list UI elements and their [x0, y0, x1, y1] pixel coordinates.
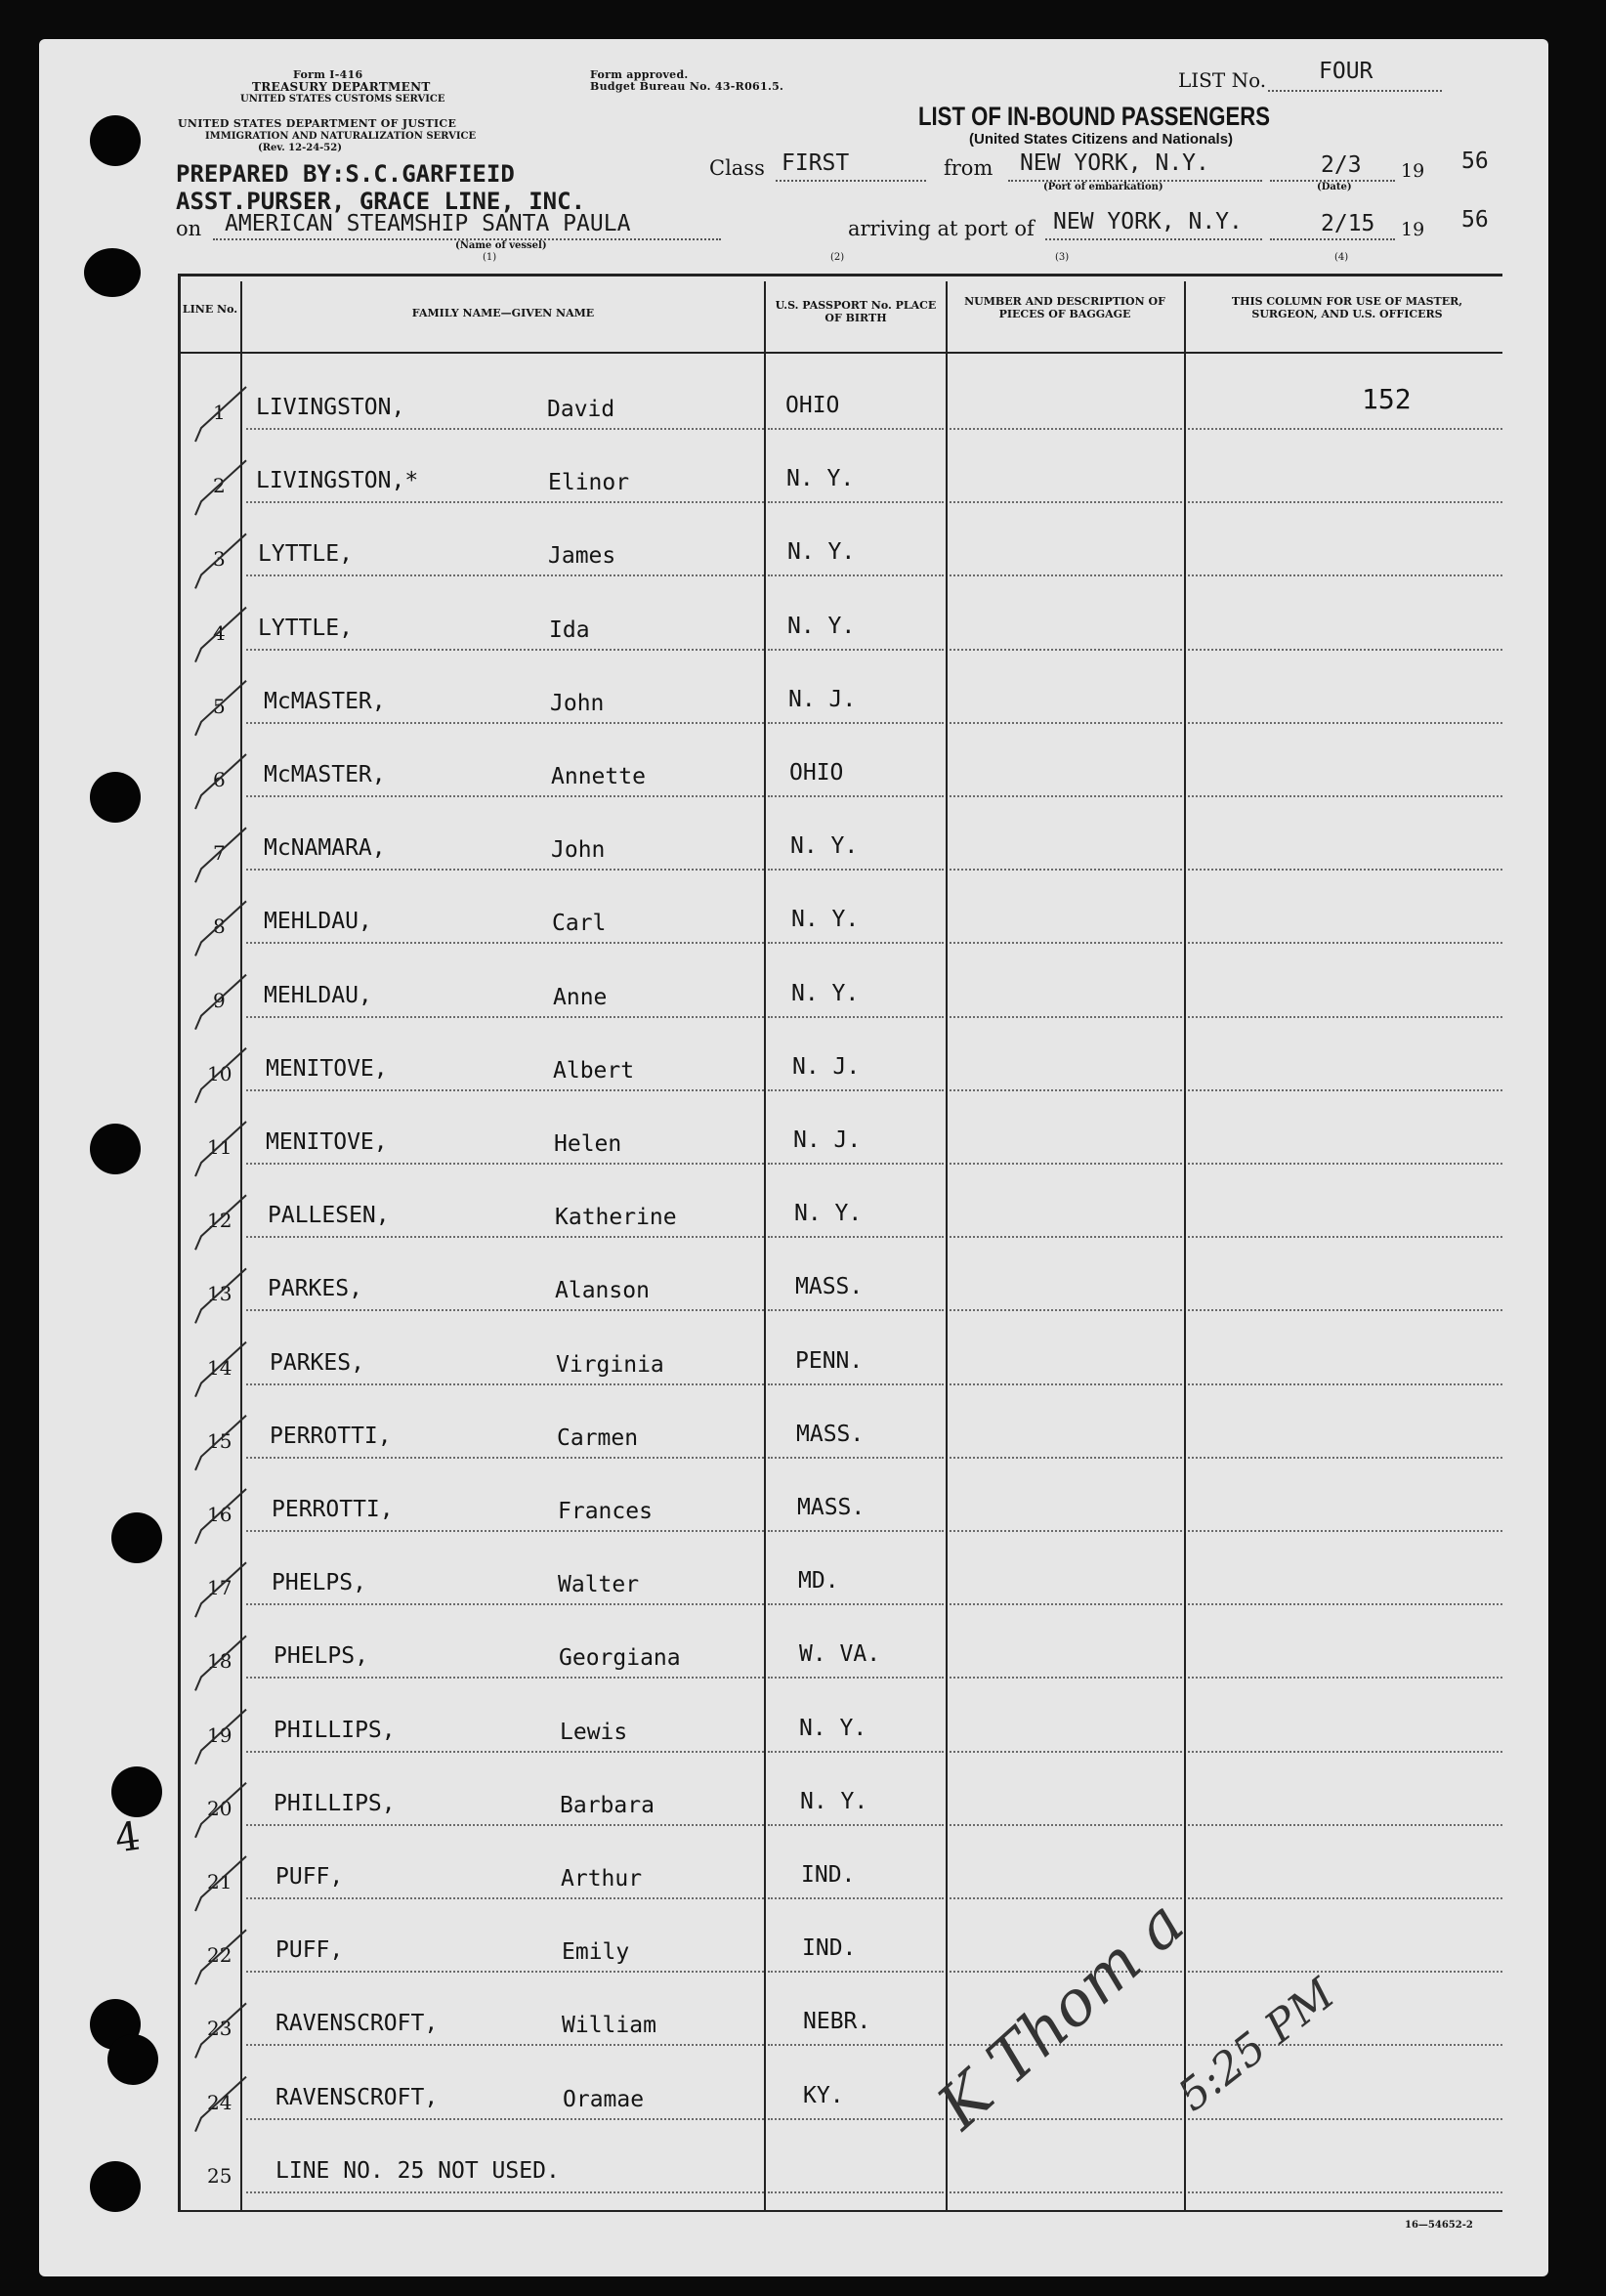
- line-number: 19: [207, 1722, 232, 1747]
- line-number: 8: [213, 914, 226, 939]
- prepared-by: PREPARED BY:S.C.GARFIEID: [176, 160, 515, 188]
- table-row: [0, 673, 1509, 722]
- place-of-birth: IND.: [802, 1935, 857, 1962]
- line-number: 11: [207, 1135, 232, 1159]
- table-row: [0, 1408, 1509, 1457]
- given-name: Georgiana: [559, 1645, 681, 1672]
- given-name: James: [548, 543, 616, 570]
- line-number: 23: [207, 2017, 232, 2041]
- class-label: Class: [709, 156, 765, 180]
- on-label: on: [176, 217, 202, 240]
- line-number: 21: [207, 1870, 232, 1893]
- line-number: 6: [213, 768, 226, 791]
- given-name: Annette: [551, 764, 646, 789]
- table-row: [0, 1554, 1509, 1603]
- given-name: Carl: [552, 911, 607, 937]
- table-row: [0, 526, 1509, 574]
- revision: (Rev. 12-24-52): [258, 143, 342, 153]
- place-of-birth: IND.: [801, 1862, 856, 1888]
- class-value: FIRST: [782, 150, 850, 176]
- place-of-birth: N. Y.: [799, 1715, 867, 1741]
- given-name: Katherine: [555, 1205, 677, 1231]
- dept-justice: UNITED STATES DEPARTMENT OF JUSTICE: [178, 117, 457, 130]
- table-row: [0, 2143, 1509, 2191]
- table-row: [0, 1260, 1509, 1309]
- line-number: 17: [207, 1576, 232, 1600]
- table-row: [0, 893, 1509, 942]
- family-name: McMASTER,: [264, 688, 386, 714]
- punch-hole: [84, 248, 141, 297]
- family-name: McMASTER,: [264, 762, 386, 787]
- officer-note: 152: [1362, 383, 1412, 415]
- page-title: LIST OF IN-BOUND PASSENGERS: [918, 102, 1271, 131]
- table-row: [0, 820, 1509, 869]
- vessel-caption: (Name of vessel): [455, 240, 547, 251]
- table-row: [0, 1335, 1509, 1383]
- family-name: PHELPS,: [272, 1570, 366, 1596]
- table-row: [0, 1702, 1509, 1751]
- list-no-value: FOUR: [1319, 59, 1374, 84]
- from-port: NEW YORK, N.Y.: [1020, 150, 1209, 176]
- line-number: 12: [207, 1209, 232, 1233]
- table-row: [0, 1775, 1509, 1824]
- arriving-label: arriving at port of: [848, 217, 1035, 240]
- margin-mark: 4: [111, 1813, 144, 1862]
- line-number: 24: [207, 2090, 232, 2114]
- form-approved: Form approved.: [590, 68, 689, 81]
- dept-customs: UNITED STATES CUSTOMS SERVICE: [240, 94, 445, 105]
- table-row: [0, 1481, 1509, 1530]
- line-number: 5: [213, 694, 226, 718]
- given-name: William: [562, 2013, 656, 2039]
- line-number: 9: [213, 988, 226, 1012]
- place-of-birth: KY.: [803, 2082, 844, 2108]
- col-name: FAMILY NAME—GIVEN NAME: [411, 307, 595, 319]
- line-number: 25: [207, 2163, 232, 2188]
- place-of-birth: N. Y.: [786, 466, 855, 492]
- given-name: Helen: [554, 1131, 622, 1157]
- place-of-birth: N. Y.: [790, 833, 859, 860]
- line-number: 22: [207, 1943, 232, 1968]
- family-name: LINE NO. 25 NOT USED.: [275, 2157, 560, 2184]
- given-name: Arthur: [561, 1866, 643, 1892]
- place-of-birth: MASS.: [796, 1421, 865, 1447]
- given-name: Oramae: [563, 2086, 645, 2112]
- place-of-birth: W. VA.: [799, 1641, 881, 1668]
- family-name: MEHLDAU,: [264, 982, 372, 1008]
- arrival-port: NEW YORK, N.Y.: [1053, 209, 1243, 234]
- place-of-birth: MASS.: [795, 1274, 864, 1300]
- family-name: LYTTLE,: [258, 615, 353, 641]
- given-name: Albert: [553, 1057, 635, 1084]
- family-name: PHILLIPS,: [274, 1790, 396, 1816]
- table-row: [0, 452, 1509, 501]
- given-name: Alanson: [555, 1278, 650, 1304]
- family-name: PALLESEN,: [268, 1203, 390, 1229]
- place-of-birth: N. Y.: [787, 613, 856, 639]
- line-number: 14: [207, 1355, 232, 1380]
- from-date: 2/3: [1321, 152, 1362, 178]
- place-of-birth: PENN.: [795, 1347, 864, 1374]
- page-subtitle: (United States Citizens and Nationals): [969, 131, 1234, 148]
- given-name: Frances: [558, 1499, 653, 1524]
- given-name: Walter: [558, 1572, 640, 1598]
- family-name: PHILLIPS,: [274, 1717, 396, 1743]
- line-number: 20: [207, 1796, 232, 1820]
- given-name: David: [547, 397, 615, 422]
- punch-hole: [90, 115, 141, 166]
- form-number: Form I-416: [293, 68, 363, 81]
- year-prefix-2: 19: [1401, 219, 1425, 240]
- family-name: MENITOVE,: [266, 1129, 388, 1155]
- given-name: John: [550, 690, 605, 716]
- date-num: (4): [1334, 252, 1349, 263]
- given-name: Elinor: [548, 470, 630, 496]
- list-no-label: LIST No.: [1178, 68, 1267, 92]
- place-of-birth: N. Y.: [800, 1788, 868, 1814]
- table-row: [0, 1849, 1509, 1897]
- footer-code: 16—54652-2: [1405, 2220, 1473, 2231]
- table-row: [0, 1628, 1509, 1677]
- table-row: [0, 1187, 1509, 1236]
- given-name: Emily: [562, 1939, 630, 1966]
- col-passport: U.S. PASSPORT No. PLACE OF BIRTH: [775, 299, 937, 324]
- place-of-birth: N. J.: [788, 686, 857, 712]
- family-name: MEHLDAU,: [264, 909, 372, 935]
- table-row: [0, 600, 1509, 649]
- place-of-birth: NEBR.: [803, 2009, 871, 2035]
- place-of-birth: OHIO: [789, 760, 844, 786]
- family-name: PERROTTI,: [272, 1497, 394, 1522]
- dept-treasury: TREASURY DEPARTMENT: [252, 80, 431, 94]
- line-number: 10: [207, 1061, 232, 1085]
- place-of-birth: N. Y.: [787, 539, 856, 566]
- family-name: MENITOVE,: [266, 1055, 388, 1082]
- family-name: LIVINGSTON,: [256, 395, 405, 420]
- family-name: RAVENSCROFT,: [275, 2011, 439, 2037]
- signature-time: 5:25 PM: [1168, 1969, 1344, 2121]
- line-number: 7: [213, 841, 226, 866]
- line-number: 1: [213, 401, 226, 424]
- line-number: 4: [213, 620, 226, 645]
- budget-bureau: Budget Bureau No. 43-R061.5.: [590, 80, 784, 93]
- line-number: 13: [207, 1282, 232, 1306]
- officer-signature: K Thom a: [924, 1887, 1199, 2144]
- place-of-birth: N. Y.: [794, 1201, 863, 1227]
- line-number: 16: [207, 1503, 232, 1526]
- place-of-birth: N. J.: [793, 1127, 862, 1153]
- dept-immigration: IMMIGRATION AND NATURALIZATION SERVICE: [205, 131, 477, 142]
- given-name: Barbara: [560, 1792, 655, 1818]
- year-prefix: 19: [1401, 160, 1425, 182]
- vessel-name: AMERICAN STEAMSHIP SANTA PAULA: [225, 211, 631, 236]
- given-name: Virginia: [556, 1351, 664, 1378]
- place-of-birth: MASS.: [797, 1495, 866, 1520]
- from-caption: (Port of embarkation): [1043, 182, 1163, 192]
- col-baggage: NUMBER AND DESCRIPTION OF PIECES OF BAGGAGE: [964, 295, 1165, 320]
- table-row: [0, 379, 1509, 428]
- line-number: 3: [213, 547, 226, 572]
- family-name: PERROTTI,: [270, 1423, 392, 1449]
- family-name: PUFF,: [275, 1864, 344, 1890]
- given-name: Anne: [553, 984, 608, 1010]
- line-number: 2: [213, 474, 226, 498]
- arrival-date: 2/15: [1321, 211, 1375, 236]
- family-name: PARKES,: [270, 1349, 364, 1376]
- given-name: Lewis: [560, 1719, 628, 1745]
- table-row: [0, 1114, 1509, 1163]
- table-row: [0, 1041, 1509, 1089]
- line-number: 18: [207, 1649, 232, 1674]
- place-of-birth: OHIO: [785, 393, 840, 418]
- family-name: PARKES,: [268, 1276, 362, 1302]
- table-row: [0, 967, 1509, 1016]
- family-name: LYTTLE,: [258, 541, 353, 568]
- given-name: John: [551, 837, 606, 864]
- from-label: from: [944, 156, 993, 180]
- arrival-year: 56: [1461, 207, 1489, 233]
- place-of-birth: N. Y.: [791, 980, 860, 1006]
- table-row: [0, 746, 1509, 795]
- place-of-birth: N. Y.: [791, 907, 860, 933]
- family-name: PUFF,: [275, 1937, 344, 1964]
- given-name: Carmen: [557, 1424, 639, 1451]
- class-num: (2): [830, 252, 845, 263]
- asst-purser: ASST.PURSER, GRACE LINE, INC.: [176, 188, 586, 215]
- family-name: RAVENSCROFT,: [275, 2084, 439, 2110]
- family-name: PHELPS,: [274, 1643, 368, 1670]
- table-row: [0, 2069, 1509, 2118]
- from-year: 56: [1461, 149, 1489, 174]
- vessel-num: (1): [483, 252, 497, 263]
- from-num: (3): [1055, 252, 1070, 263]
- place-of-birth: MD.: [798, 1568, 839, 1594]
- family-name: McNAMARA,: [264, 835, 386, 862]
- date-caption: (Date): [1317, 182, 1352, 192]
- place-of-birth: N. J.: [792, 1053, 861, 1080]
- family-name: LIVINGSTON,*: [256, 468, 419, 494]
- table-row: [0, 1922, 1509, 1971]
- line-number: 15: [207, 1428, 232, 1453]
- given-name: Ida: [549, 617, 590, 643]
- col-officers: THIS COLUMN FOR USE OF MASTER, SURGEON, AND U.S. OFFICERS: [1231, 295, 1463, 320]
- col-line-no: LINE No.: [182, 303, 238, 316]
